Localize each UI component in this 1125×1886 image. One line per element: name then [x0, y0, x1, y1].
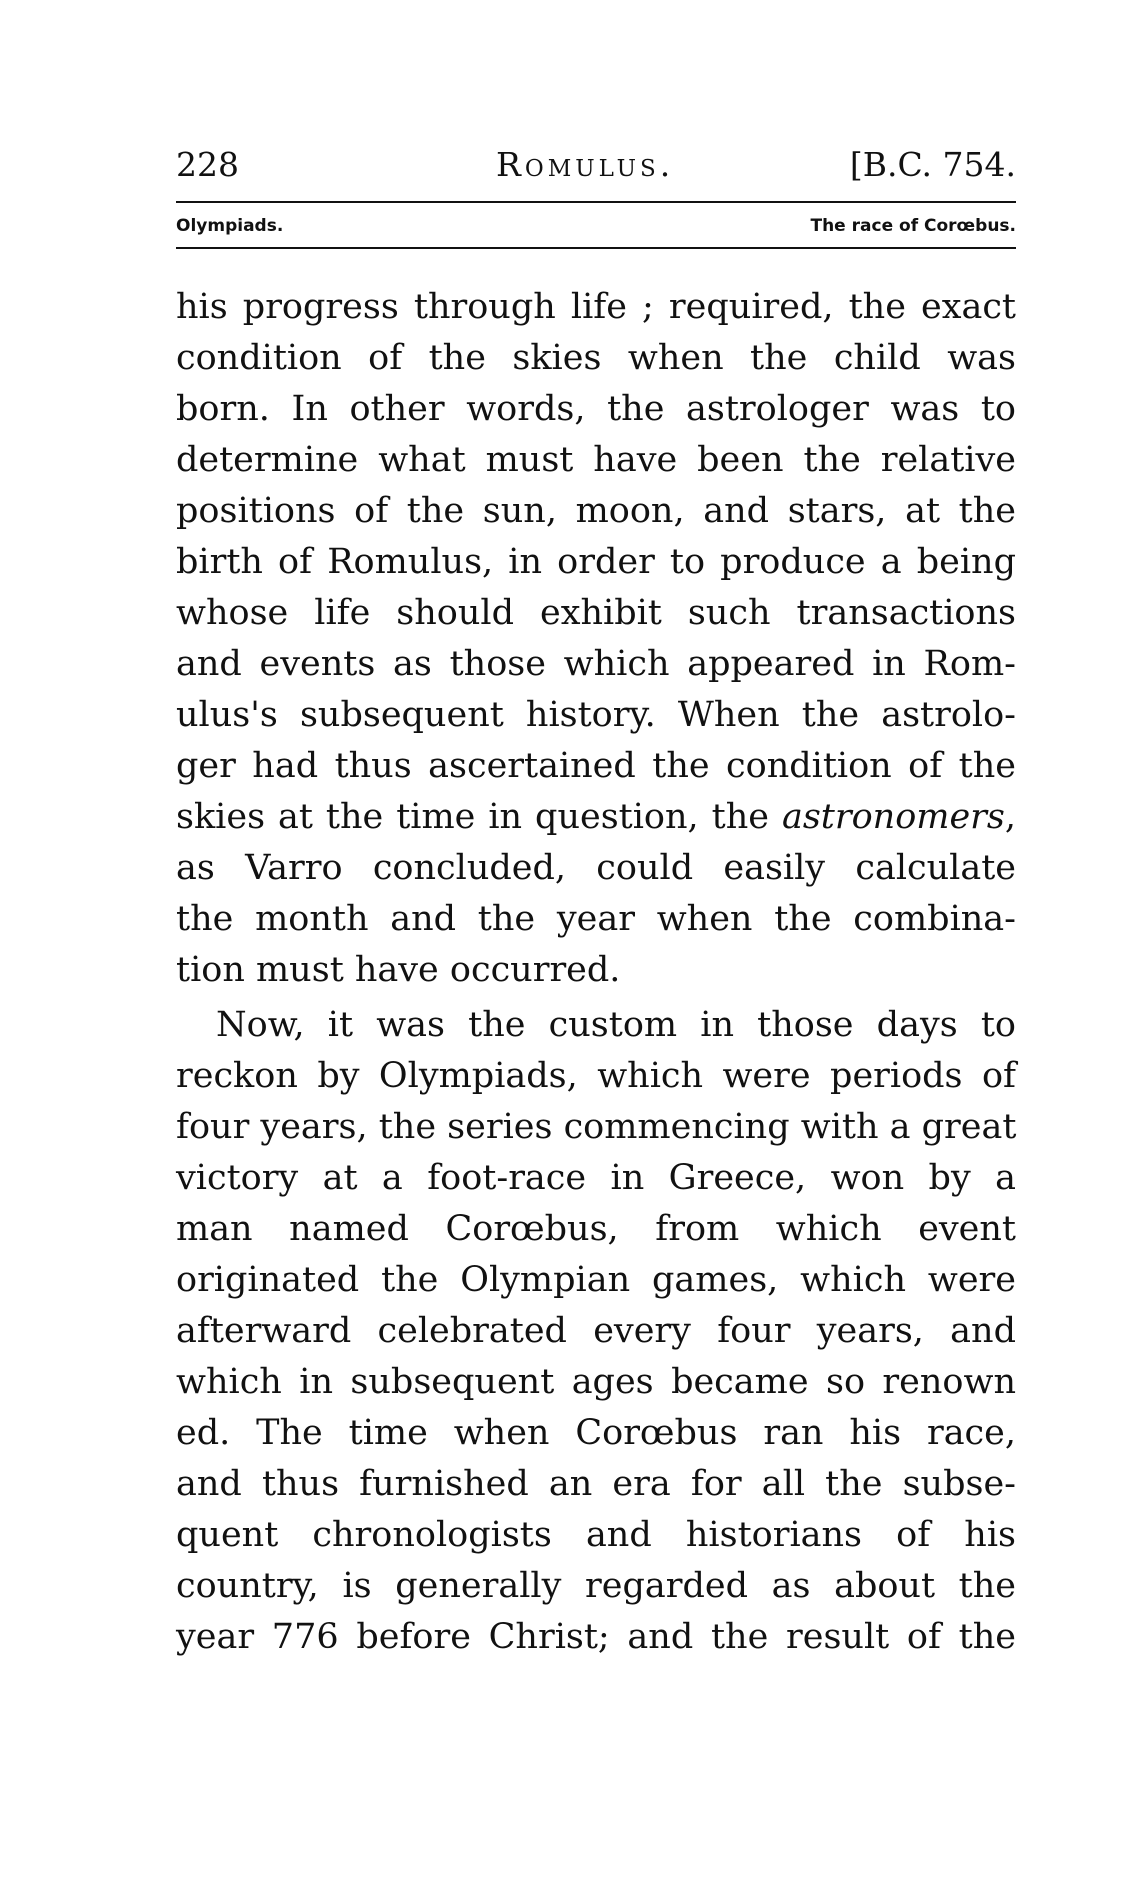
- header-rule-top: [176, 201, 1016, 203]
- paragraph-1: [176, 282, 1016, 996]
- book-page: [176, 0, 1016, 1886]
- text-line: which in subsequent ages became so renown: [176, 1362, 1016, 1402]
- text-line: Now, it was the custom in those days to: [216, 1005, 1016, 1045]
- text-line: and events as those which appeared in Rom-: [176, 644, 1016, 684]
- running-title: Romulus.: [496, 145, 675, 184]
- text-line: ulus's subsequent history. When the astrolo-: [176, 695, 1016, 735]
- text-line: ger had thus ascertained the condition of the: [176, 746, 1016, 786]
- text-line: quent chronologists and historians of his: [176, 1515, 1016, 1555]
- text-line: man named Corœbus, from which event: [176, 1209, 1016, 1249]
- text-line: and thus furnished an era for all the subse-: [176, 1464, 1016, 1504]
- text-line: tion must have occurred.: [176, 950, 621, 990]
- text-line: victory at a foot-race in Greece, won by a: [176, 1158, 1016, 1198]
- side-notes: [176, 209, 1016, 243]
- paragraph-2: [176, 1000, 1016, 1663]
- header-rule-bottom: [176, 247, 1016, 249]
- text-line: whose life should exhibit such transactions: [176, 593, 1016, 633]
- text-line: positions of the sun, moon, and stars, at the: [176, 491, 1016, 531]
- text-line: year 776 before Christ; and the result of the: [176, 1617, 1016, 1657]
- text-line: as Varro concluded, could easily calculate: [176, 848, 1016, 888]
- text-line: ed. The time when Corœbus ran his race,: [176, 1413, 1016, 1453]
- running-head: [176, 143, 1016, 187]
- text-line: country, is generally regarded as about the: [176, 1566, 1016, 1606]
- text-line: condition of the skies when the child was: [176, 338, 1016, 378]
- page-number: 228: [176, 145, 239, 184]
- text-line: his progress through life ; required, the exact: [176, 287, 1016, 327]
- text-line: birth of Romulus, in order to produce a being: [176, 542, 1016, 582]
- italic-word: astronomers: [781, 797, 1005, 837]
- text-line: originated the Olympian games, which were: [176, 1260, 1016, 1300]
- text-line: born. In other words, the astrologer was to: [176, 389, 1016, 429]
- side-note-right: The race of Corœbus.: [810, 216, 1016, 236]
- running-date: [B.C. 754.: [849, 145, 1016, 184]
- text-line: reckon by Olympiads, which were periods of: [176, 1056, 1016, 1096]
- text-line: determine what must have been the relative: [176, 440, 1016, 480]
- text-line-with-italic: skies at the time in question, the astronomers,: [176, 797, 1016, 837]
- text-line: afterward celebrated every four years, and: [176, 1311, 1016, 1351]
- text-line: four years, the series commencing with a great: [176, 1107, 1017, 1147]
- side-note-left: Olympiads.: [176, 216, 284, 236]
- body-text: [176, 282, 1016, 1663]
- text-line: the month and the year when the combina-: [176, 899, 1016, 939]
